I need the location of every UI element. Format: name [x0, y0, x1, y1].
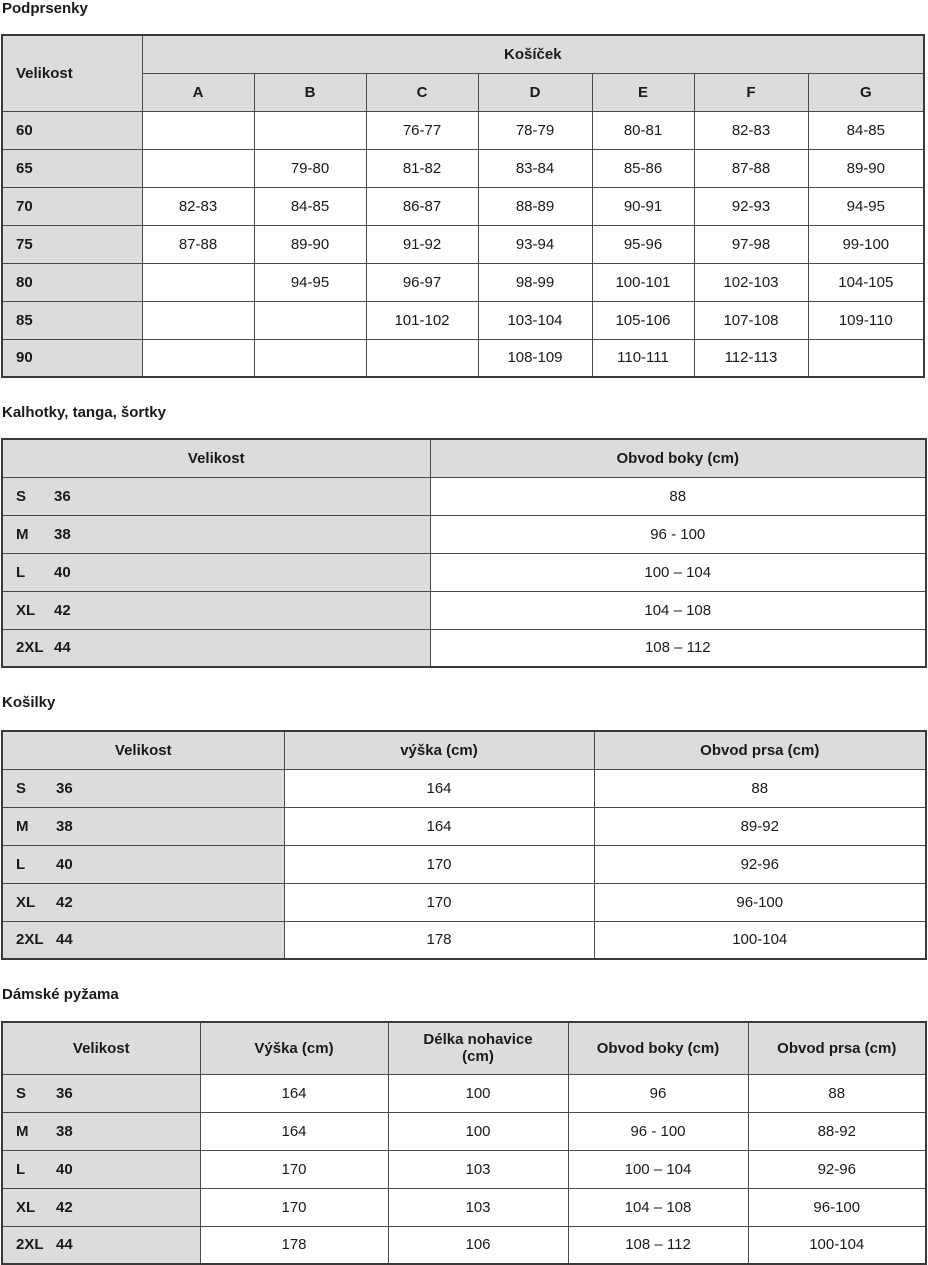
table-cell: 83-84	[478, 149, 592, 187]
size-label	[2, 845, 284, 883]
table-cell: 84-85	[808, 111, 924, 149]
table-row	[2, 1150, 926, 1188]
table-cell: 89-90	[808, 149, 924, 187]
table-cell: 178	[284, 921, 594, 959]
table-row	[2, 769, 926, 807]
table-row	[2, 187, 924, 225]
bras-title: Podprsenky	[2, 0, 88, 17]
numeric-size: 38	[56, 817, 73, 835]
table-cell: 86-87	[366, 187, 478, 225]
letter-size: 2XL	[16, 931, 44, 949]
table-cell: 79-80	[254, 149, 366, 187]
numeric-size: 38	[54, 525, 71, 543]
table-row	[2, 629, 926, 667]
size-label	[2, 1074, 200, 1112]
table-row	[2, 553, 926, 591]
nightshirts-height-header: výška (cm)	[284, 731, 594, 769]
numeric-size: 42	[56, 893, 73, 911]
table-cell: 109-110	[808, 301, 924, 339]
table-cell: 100 – 104	[568, 1150, 748, 1188]
table-cell: 88	[594, 769, 926, 807]
letter-size: L	[16, 855, 26, 873]
size-label	[2, 769, 284, 807]
table-cell: 104 – 108	[568, 1188, 748, 1226]
table-cell: 91-92	[366, 225, 478, 263]
table-cell: 96-100	[748, 1188, 926, 1226]
table-cell: 97-98	[694, 225, 808, 263]
table-cell: 89-90	[254, 225, 366, 263]
bras-cup-header: Košíček	[142, 35, 924, 73]
cup-label: D	[478, 73, 592, 111]
table-cell: 103	[388, 1188, 568, 1226]
letter-size: 2XL	[16, 639, 44, 657]
table-row	[2, 1074, 926, 1112]
size-label	[2, 1188, 200, 1226]
table-cell: 178	[200, 1226, 388, 1264]
table-cell: 87-88	[142, 225, 254, 263]
cup-label: G	[808, 73, 924, 111]
table-cell: 110-111	[592, 339, 694, 377]
nightshirts-size-header: Velikost	[2, 731, 284, 769]
table-cell: 88-89	[478, 187, 592, 225]
table-row	[2, 225, 924, 263]
table-cell: 88	[430, 477, 926, 515]
letter-size: S	[16, 779, 27, 797]
size-label	[2, 883, 284, 921]
table-cell: 82-83	[142, 187, 254, 225]
table-cell	[254, 339, 366, 377]
table-cell: 93-94	[478, 225, 592, 263]
cup-label: B	[254, 73, 366, 111]
table-cell: 96 - 100	[430, 515, 926, 553]
table-cell: 100	[388, 1112, 568, 1150]
pajamas-size-table	[1, 1021, 927, 1265]
table-cell: 89-92	[594, 807, 926, 845]
pajamas-bust-header: Obvod prsa (cm)	[748, 1022, 926, 1074]
table-cell: 88	[748, 1074, 926, 1112]
size-label	[2, 921, 284, 959]
table-cell: 100-104	[594, 921, 926, 959]
letter-size: 2XL	[16, 1236, 44, 1254]
table-cell	[142, 301, 254, 339]
table-cell: 101-102	[366, 301, 478, 339]
letter-size: XL	[16, 601, 36, 619]
table-cell: 170	[284, 845, 594, 883]
bras-size-header: Velikost	[2, 35, 142, 111]
band-size: 60	[2, 111, 142, 149]
letter-size: XL	[16, 1198, 36, 1216]
letter-size: L	[16, 563, 26, 581]
table-cell: 164	[200, 1074, 388, 1112]
numeric-size: 44	[56, 931, 73, 949]
table-cell: 105-106	[592, 301, 694, 339]
table-cell	[142, 339, 254, 377]
table-row	[2, 149, 924, 187]
table-cell: 112-113	[694, 339, 808, 377]
table-cell	[366, 339, 478, 377]
numeric-size: 44	[56, 1236, 73, 1254]
letter-size: M	[16, 817, 29, 835]
nightshirts-size-table	[1, 730, 927, 960]
band-size: 90	[2, 339, 142, 377]
size-label	[2, 807, 284, 845]
table-cell: 103-104	[478, 301, 592, 339]
table-cell: 78-79	[478, 111, 592, 149]
cup-label: E	[592, 73, 694, 111]
table-cell: 103	[388, 1150, 568, 1188]
size-label	[2, 629, 430, 667]
numeric-size: 44	[54, 639, 71, 657]
table-row	[2, 591, 926, 629]
table-cell: 96	[568, 1074, 748, 1112]
panties-title: Kalhotky, tanga, šortky	[2, 404, 166, 421]
table-cell: 99-100	[808, 225, 924, 263]
table-cell: 100	[388, 1074, 568, 1112]
table-cell: 84-85	[254, 187, 366, 225]
nightshirts-bust-header: Obvod prsa (cm)	[594, 731, 926, 769]
table-cell: 88-92	[748, 1112, 926, 1150]
table-cell: 95-96	[592, 225, 694, 263]
table-cell: 104 – 108	[430, 591, 926, 629]
table-cell	[254, 111, 366, 149]
cup-label: C	[366, 73, 478, 111]
nightshirts-title: Košilky	[2, 694, 56, 711]
table-cell: 164	[200, 1112, 388, 1150]
table-cell: 98-99	[478, 263, 592, 301]
panties-hip-header: Obvod boky (cm)	[430, 439, 926, 477]
table-cell: 164	[284, 807, 594, 845]
table-row	[2, 339, 924, 377]
table-cell: 106	[388, 1226, 568, 1264]
letter-size: L	[16, 1160, 26, 1178]
table-cell: 164	[284, 769, 594, 807]
numeric-size: 36	[56, 1084, 73, 1102]
letter-size: M	[16, 525, 29, 543]
numeric-size: 40	[56, 1160, 73, 1178]
letter-size: S	[16, 487, 27, 505]
band-size: 65	[2, 149, 142, 187]
size-label	[2, 1226, 200, 1264]
table-cell: 102-103	[694, 263, 808, 301]
table-cell: 94-95	[808, 187, 924, 225]
letter-size: S	[16, 1084, 27, 1102]
pajamas-height-header: Výška (cm)	[200, 1022, 388, 1074]
size-label	[2, 477, 430, 515]
table-cell: 76-77	[366, 111, 478, 149]
band-size: 80	[2, 263, 142, 301]
numeric-size: 36	[56, 779, 73, 797]
numeric-size: 36	[54, 487, 71, 505]
pajamas-size-header: Velikost	[2, 1022, 200, 1074]
numeric-size: 40	[56, 855, 73, 873]
table-row	[2, 1226, 926, 1264]
table-cell: 87-88	[694, 149, 808, 187]
table-cell	[142, 149, 254, 187]
table-cell: 94-95	[254, 263, 366, 301]
table-cell: 80-81	[592, 111, 694, 149]
table-cell: 170	[284, 883, 594, 921]
size-label	[2, 1150, 200, 1188]
table-cell: 170	[200, 1150, 388, 1188]
table-row	[2, 1112, 926, 1150]
table-cell: 85-86	[592, 149, 694, 187]
table-cell: 100 – 104	[430, 553, 926, 591]
table-row	[2, 301, 924, 339]
table-cell: 82-83	[694, 111, 808, 149]
pajamas-title: Dámské pyžama	[2, 986, 119, 1003]
band-size: 75	[2, 225, 142, 263]
table-row	[2, 883, 926, 921]
table-row	[2, 263, 924, 301]
table-cell: 92-96	[748, 1150, 926, 1188]
letter-size: M	[16, 1122, 29, 1140]
table-cell: 107-108	[694, 301, 808, 339]
table-cell: 108 – 112	[430, 629, 926, 667]
table-row	[2, 921, 926, 959]
cup-label: F	[694, 73, 808, 111]
table-cell: 92-96	[594, 845, 926, 883]
table-cell: 90-91	[592, 187, 694, 225]
size-label	[2, 591, 430, 629]
panties-size-header: Velikost	[2, 439, 430, 477]
bras-size-table	[1, 34, 925, 378]
table-cell: 100-101	[592, 263, 694, 301]
numeric-size: 38	[56, 1122, 73, 1140]
table-cell: 170	[200, 1188, 388, 1226]
letter-size: XL	[16, 893, 36, 911]
table-cell: 96-97	[366, 263, 478, 301]
table-cell	[142, 263, 254, 301]
panties-size-table	[1, 438, 927, 668]
table-cell: 108 – 112	[568, 1226, 748, 1264]
size-label	[2, 553, 430, 591]
table-cell: 108-109	[478, 339, 592, 377]
table-cell: 81-82	[366, 149, 478, 187]
cup-label: A	[142, 73, 254, 111]
table-cell: 92-93	[694, 187, 808, 225]
table-row	[2, 845, 926, 883]
table-row	[2, 111, 924, 149]
band-size: 70	[2, 187, 142, 225]
table-cell	[808, 339, 924, 377]
table-row	[2, 1188, 926, 1226]
table-cell: 104-105	[808, 263, 924, 301]
table-cell: 96 - 100	[568, 1112, 748, 1150]
size-label	[2, 515, 430, 553]
size-label	[2, 1112, 200, 1150]
numeric-size: 40	[54, 563, 71, 581]
table-row	[2, 515, 926, 553]
table-cell: 96-100	[594, 883, 926, 921]
table-cell: 100-104	[748, 1226, 926, 1264]
table-row	[2, 477, 926, 515]
pajamas-hip-header: Obvod boky (cm)	[568, 1022, 748, 1074]
table-row	[2, 807, 926, 845]
table-cell	[254, 301, 366, 339]
pajamas-leg-length-header: Délka nohavice (cm)	[388, 1022, 568, 1074]
numeric-size: 42	[56, 1198, 73, 1216]
numeric-size: 42	[54, 601, 71, 619]
table-cell	[142, 111, 254, 149]
band-size: 85	[2, 301, 142, 339]
